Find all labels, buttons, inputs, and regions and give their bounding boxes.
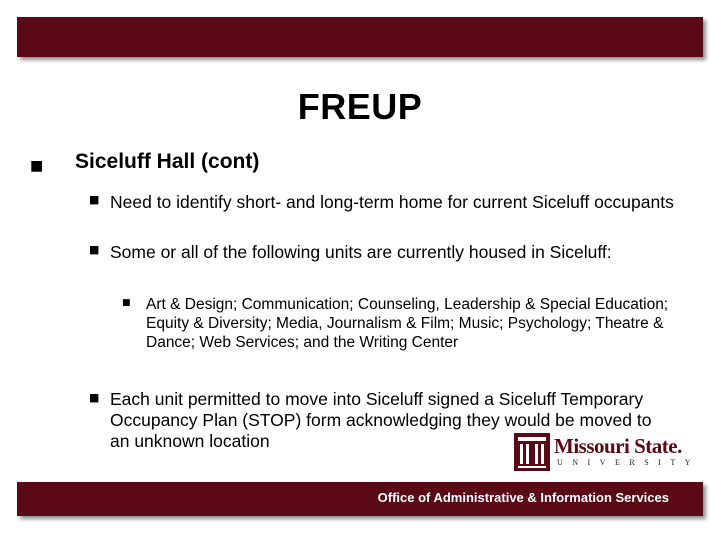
slide-heading: Siceluff Hall (cont)	[75, 150, 260, 173]
bullet-square-icon: ■	[30, 158, 44, 174]
bullet-item: Need to identify short- and long-term home for current Siceluff occupants	[110, 192, 674, 212]
logo-subtitle: UNIVERSITY	[557, 458, 700, 467]
footer-text: Office of Administrative & Information Services	[377, 490, 669, 505]
bullet-square-icon: ■	[89, 391, 100, 404]
logo-name: Missouri State.	[554, 434, 682, 458]
sub-bullet-item: Art & Design; Communication; Counseling, Leadership & Special Education; Equity & Diversity; Media, Journalism & Film; Music; Psychology; Theatre & Dance; Web Services; and the Writing Center	[146, 296, 669, 351]
bullet-item: Some or all of the following units are currently housed in Siceluff:	[110, 242, 612, 262]
missouri-state-logo	[513, 432, 700, 472]
slide-title: FREUP	[297, 86, 423, 127]
top-banner	[17, 17, 703, 57]
bullet-square-icon: ■	[89, 193, 100, 206]
bullet-square-icon: ■	[122, 298, 131, 308]
footer-banner	[17, 482, 703, 516]
bullet-item: Each unit permitted to move into Siceluff signed a Siceluff Temporary Occupancy Plan (STOP) form acknowledging they would be moved to an unknown location	[110, 389, 652, 451]
bullet-square-icon: ■	[89, 243, 100, 256]
building-emblem-icon	[513, 432, 551, 472]
